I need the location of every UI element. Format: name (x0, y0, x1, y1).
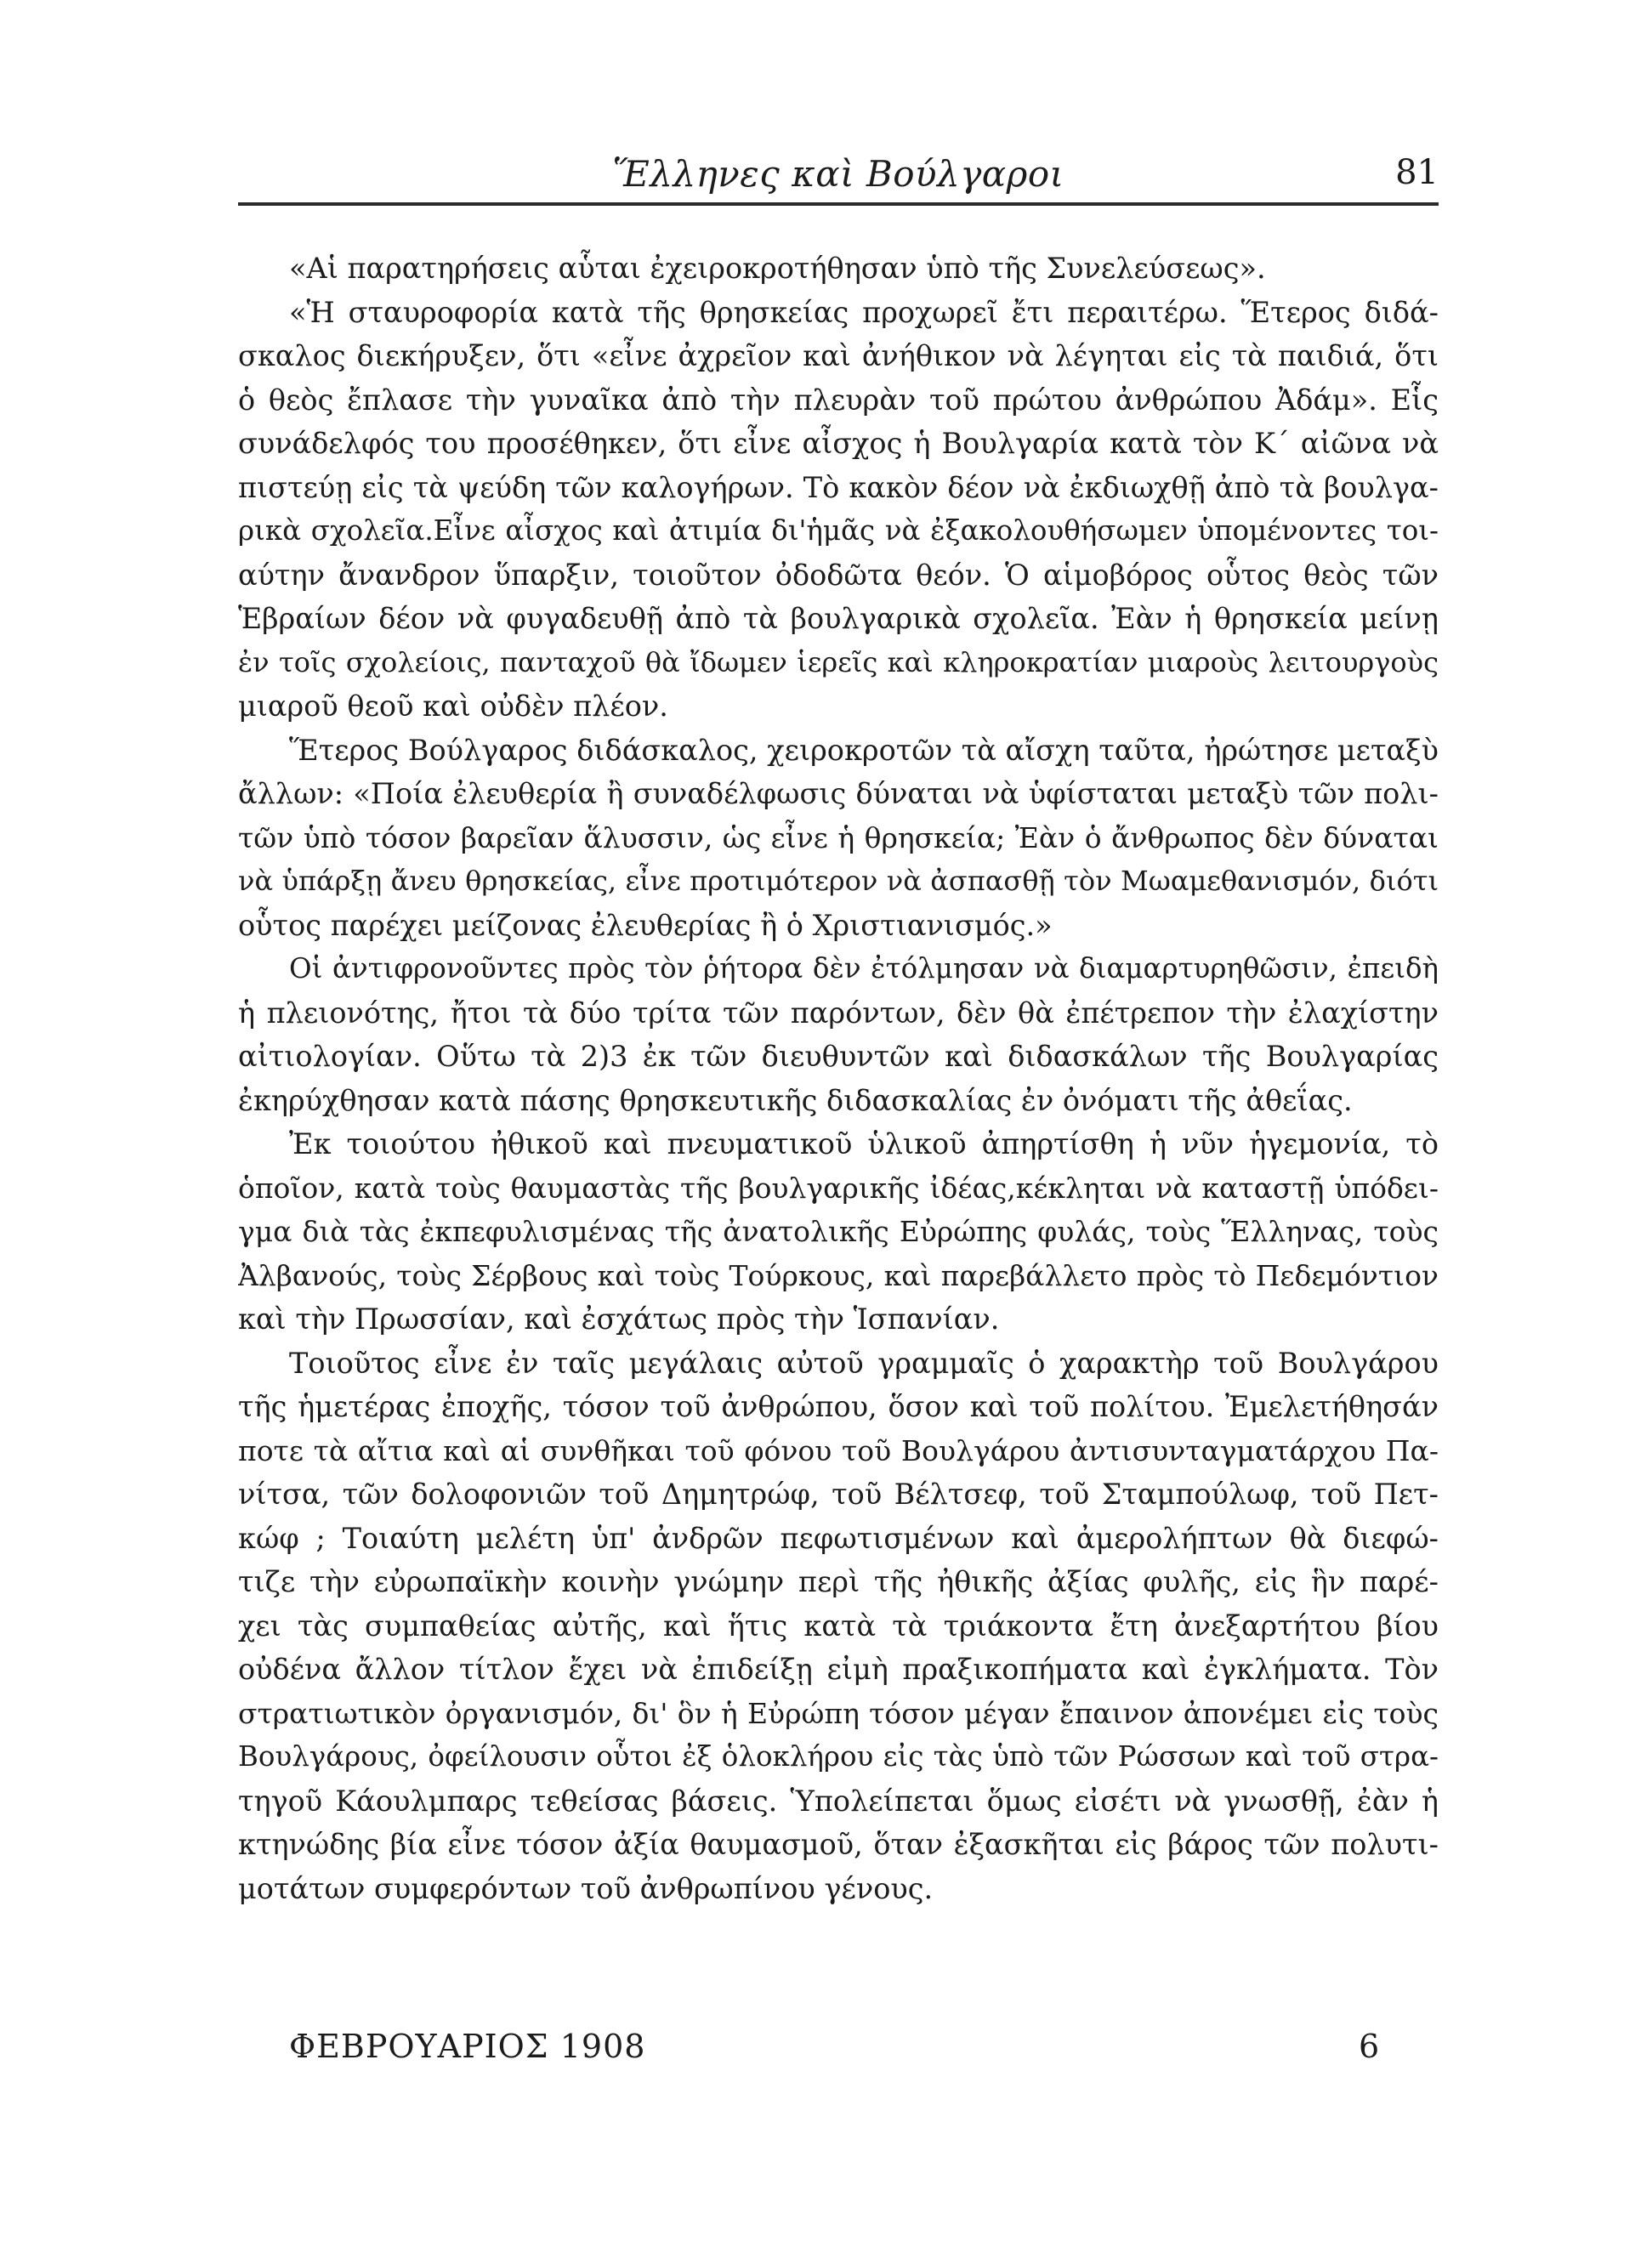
text-line: πιστεύῃ εἰς τὰ ψεύδη τῶν καλογήρων. Τὸ κακὸν δέον νὰ ἐκδιωχθῇ ἀπὸ τὰ βουλγα- (238, 470, 1439, 504)
page-number: 81 (1395, 153, 1439, 192)
text-line: ὁποῖον, κατὰ τοὺς θαυμαστὰς τῆς βουλγαρικῆς ἰδέας,κέκληται νὰ καταστῇ ὑπόδει- (238, 1171, 1439, 1205)
text-line: νίτσα, τῶν δολοφονιῶν τοῦ Δημητρώφ, τοῦ Βέλτσεφ, τοῦ Σταμπούλωφ, τοῦ Πετ- (238, 1478, 1439, 1511)
text-line: τῶν ὑπὸ τόσον βαρεῖαν ἅλυσσιν, ὡς εἶνε ἡ θρησκεία; Ἐὰν ὁ ἄνθρωπος δὲν δύναται (238, 820, 1439, 854)
page-footer (238, 2028, 1439, 2070)
text-line: Τοιοῦτος εἶνε ἐν ταῖς μεγάλαις αὐτοῦ γραμμαῖς ὁ χαρακτὴρ τοῦ Βουλγάρου (289, 1346, 1439, 1380)
text-line: ὁ θεὸς ἔπλασε τὴν γυναῖκα ἀπὸ τὴν πλευρὰν τοῦ πρώτου ἀνθρώπου Ἀδάμ». Εἷς (238, 383, 1439, 417)
text-line: σκαλος διεκήρυξεν, ὅτι «εἶνε ἀχρεῖον καὶ ἀνήθικον νὰ λέγηται εἰς τὰ παιδιά, ὅτι (238, 339, 1439, 372)
running-title: Ἕλληνες καὶ Βούλγαροι (612, 153, 1064, 195)
text-line: οὗτος παρέχει μείζονας ἐλευθερίας ἢ ὁ Χριστιανισμός.» (238, 908, 1053, 942)
text-line: κτηνώδης βία εἶνε τόσον ἀξία θαυμασμοῦ, ὅταν ἐξασκῆται εἰς βάρος τῶν πολυτι- (238, 1828, 1439, 1861)
text-line: χει τὰς συμπαθείας αὐτῆς, καὶ ἥτις κατὰ τὰ τριάκοντα ἔτη ἀνεξαρτήτου βίου (238, 1609, 1439, 1643)
text-line: ἄλλων: «Ποία ἐλευθερία ἢ συναδέλφωσις δύναται νὰ ὑφίσταται μεταξὺ τῶν πολι- (238, 777, 1439, 810)
footer-date: ΦΕΒΡΟΥΑΡΙΟΣ 1908 (289, 2028, 646, 2065)
text-line: Οἱ ἀντιφρονοῦντες πρὸς τὸν ῥήτορα δὲν ἐτόλμησαν νὰ διαμαρτυρηθῶσιν, ἐπειδὴ (289, 952, 1439, 984)
text-line: οὐδένα ἄλλον τίτλον ἔχει νὰ ἐπιδείξῃ εἰμὴ πραξικοπήματα καὶ ἐγκλήματα. Τὸν (238, 1653, 1439, 1686)
text-line: κώφ ; Τοιαύτη μελέτη ὑπ' ἀνδρῶν πεφωτισμένων καὶ ἀμερολήπτων θὰ διεφώ- (238, 1521, 1439, 1555)
text-line: στρατιωτικὸν ὀργανισμόν, δι' ὃν ἡ Εὐρώπη τόσον μέγαν ἔπαινον ἀπονέμει εἰς τοὺς (238, 1696, 1439, 1730)
text-line: Ἑβραίων δέον νὰ φυγαδευθῇ ἀπὸ τὰ βουλγαρικὰ σχολεῖα. Ἐὰν ἡ θρησκεία μείνῃ (238, 602, 1439, 635)
text-line: ρικὰ σχολεῖα.Εἶνε αἶσχος καὶ ἀτιμία δι'ἡμᾶς νὰ ἐξακολουθήσωμεν ὑπομένοντες τοι- (238, 514, 1439, 547)
text-line: ἐν τοῖς σχολείοις, πανταχοῦ θὰ ἴδωμεν ἱερεῖς καὶ κληροκρατίαν μιαροὺς λειτουργοὺς (238, 645, 1439, 678)
signature-mark: 6 (1359, 2028, 1380, 2065)
text-line: Ἐκ τοιούτου ἠθικοῦ καὶ πνευματικοῦ ὑλικοῦ ἀπηρτίσθη ἡ νῦν ἡγεμονία, τὸ (289, 1127, 1439, 1160)
text-line: ἐκηρύχθησαν κατὰ πάσης θρησκευτικῆς διδασκαλίας ἐν ὀνόματι τῆς ἀθεΐας. (238, 1083, 1353, 1117)
text-line: Ἀλβανούς, τοὺς Σέρβους καὶ τοὺς Τούρκους, καὶ παρεβάλλετο πρὸς τὸ Πεδεμόντιον (238, 1258, 1439, 1292)
header-rule (238, 202, 1439, 206)
text-line: Βουλγάρους, ὀφείλουσιν οὗτοι ἐξ ὁλοκλήρου εἰς τὰς ὑπὸ τῶν Ρώσσων καὶ τοῦ στρα- (238, 1740, 1439, 1773)
running-head (238, 146, 1439, 197)
text-line: τιζε τὴν εὐρωπαϊκὴν κοινὴν γνώμην περὶ τῆς ἠθικῆς ἀξίας φυλῆς, εἰς ἣν παρέ- (238, 1565, 1439, 1598)
text-line: αύτην ἄνανδρον ὕπαρξιν, τοιοῦτον ὀδοδῶτα θεόν. Ὁ αἱμοβόρος οὗτος θεὸς τῶν (238, 558, 1439, 592)
text-line: «Ἡ σταυροφορία κατὰ τῆς θρησκείας προχωρεῖ ἔτι περαιτέρω. Ἕτερος διδά- (289, 295, 1439, 329)
text-line: τηγοῦ Κάουλμπαρς τεθείσας βάσεις. Ὑπολείπεται ὅμως εἰσέτι νὰ γνωσθῇ, ἐὰν ἡ (238, 1784, 1439, 1818)
text-line: ποτε τὰ αἴτια καὶ αἱ συνθῆκαι τοῦ φόνου τοῦ Βουλγάρου ἀντισυνταγματάρχου Πα- (238, 1433, 1439, 1467)
text-line: μιαροῦ θεοῦ καὶ οὐδὲν πλέον. (238, 689, 668, 723)
body-text (238, 247, 1439, 1910)
text-line: ἡ πλειονότης, ἤτοι τὰ δύο τρίτα τῶν παρόντων, δὲν θὰ ἐπέτρεπον τὴν ἐλαχίστην (238, 996, 1439, 1030)
text-line: συνάδελφός του προσέθηκεν, ὅτι εἶνε αἶσχος ἡ Βουλγαρία κατὰ τὸν Κ΄ αἰῶνα νὰ (238, 427, 1439, 460)
text-line: αἰτιολογίαν. Οὕτω τὰ 2)3 ἐκ τῶν διευθυντῶν καὶ διδασκάλων τῆς Βουλγαρίας (238, 1040, 1439, 1073)
text-line: Ἕτερος Βούλγαρος διδάσκαλος, χειροκροτῶν τὰ αἴσχη ταῦτα, ἠρώτησε μεταξὺ (289, 733, 1439, 767)
text-line: «Αἱ παρατηρήσεις αὗται ἐχειροκροτήθησαν ὑπὸ τῆς Συνελεύσεως». (289, 252, 1266, 285)
text-line: μοτάτων συμφερόντων τοῦ ἀνθρωπίνου γένους. (238, 1871, 934, 1905)
text-line: καὶ τὴν Πρωσσίαν, καὶ ἐσχάτως πρὸς τὴν Ἱσπανίαν. (238, 1302, 1000, 1336)
text-line: τῆς ἡμετέρας ἐποχῆς, τόσον τοῦ ἀνθρώπου, ὅσον καὶ τοῦ πολίτου. Ἐμελετήθησάν (238, 1390, 1439, 1423)
text-line: γμα διὰ τὰς ἐκπεφυλισμένας τῆς ἀνατολικῆς Εὐρώπης φυλάς, τοὺς Ἕλληνας, τοὺς (238, 1215, 1439, 1248)
text-line: νὰ ὑπάρξῃ ἄνευ θρησκείας, εἶνε προτιμότερον νὰ ἀσπασθῇ τὸν Μωαμεθανισμόν, διότι (238, 865, 1439, 897)
